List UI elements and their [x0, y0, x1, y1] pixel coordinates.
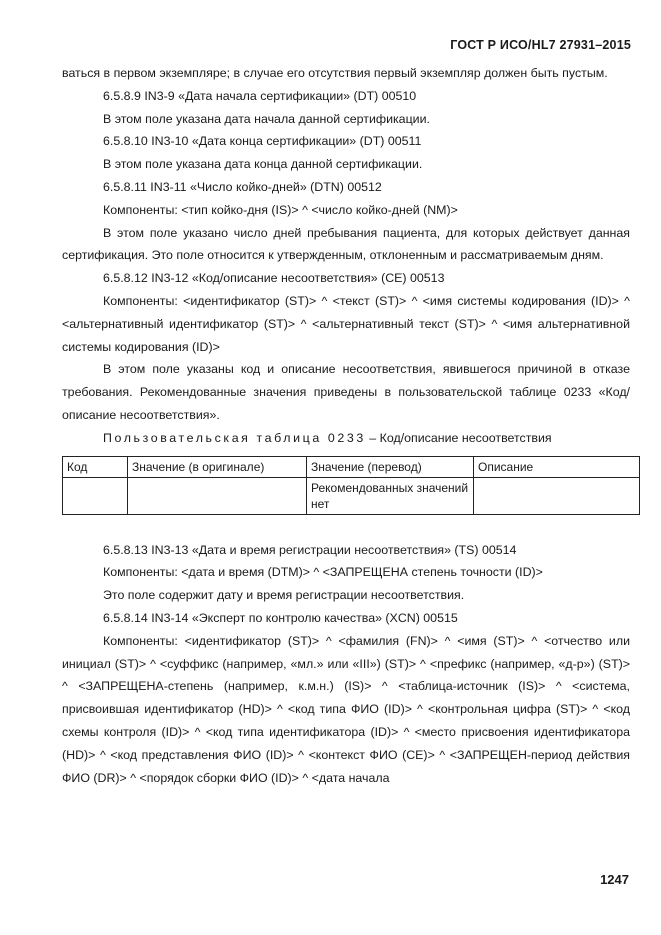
- paragraph-in3-10: В этом поле указана дата конца данной сертификации.: [103, 157, 423, 172]
- section-heading-in3-13: 6.5.8.13 IN3-13 «Дата и время регистрации несоответствия» (TS) 00514: [103, 542, 517, 557]
- table-caption-number: Пользовательская таблица 0233: [103, 430, 366, 445]
- table-row: [63, 477, 640, 514]
- section-heading-in3-11: 6.5.8.11 IN3-11 «Число койко-дней» (DTN) 00512: [103, 179, 382, 194]
- section-heading-in3-12: 6.5.8.12 IN3-12 «Код/описание несоответствия» (CE) 00513: [103, 271, 445, 286]
- section-heading-in3-10: 6.5.8.10 IN3-10 «Дата конца сертификации» (DT) 00511: [103, 134, 422, 149]
- table-cell: [63, 477, 128, 514]
- table-header-row: [63, 456, 640, 477]
- table-cell: [128, 477, 307, 514]
- section-heading-in3-14: 6.5.8.14 IN3-14 «Эксперт по контролю качества» (XCN) 00515: [103, 610, 458, 625]
- document-header: ГОСТ Р ИСО/HL7 27931–2015: [450, 38, 631, 52]
- components-in3-13: Компоненты: <дата и время (DTM)> ^ <ЗАПРЕЩЕНА степень точности (ID)>: [103, 565, 543, 580]
- components-in3-12: Компоненты: <идентификатор (ST)> ^ <текст (ST)> ^ <имя системы кодирования (ID)> ^ <альтернативный идентификатор (ST)> ^ <альтернативный текст (ST)> ^ <имя альтернативной системы кодирования (ID)>: [62, 293, 630, 354]
- table-caption: [62, 427, 630, 450]
- table-cell: [474, 477, 640, 514]
- table-header-cell: Код: [63, 456, 128, 477]
- paragraph-continuation: ваться в первом экземпляре; в случае его отсутствия первый экземпляр должен быть пустым.: [62, 66, 608, 80]
- user-table-0233: [62, 456, 640, 515]
- components-in3-11: Компоненты: <тип койко-дня (IS)> ^ <число койко-дней (NM)>: [103, 202, 458, 217]
- paragraph-in3-13: Это поле содержит дату и время регистрации несоответствия.: [103, 588, 465, 603]
- paragraph-in3-11: В этом поле указано число дней пребывания пациента, для которых действует данная сертификация. Это поле относится к утвержденным, отклоненным и рассматриваемым дням.: [62, 225, 630, 263]
- table-cell: Рекомендованных значений нет: [307, 477, 474, 514]
- table-caption-title: – Код/описание несоответствия: [365, 430, 552, 445]
- section-heading-in3-9: 6.5.8.9 IN3-9 «Дата начала сертификации» (DT) 00510: [103, 88, 417, 103]
- table-header-cell: Описание: [474, 456, 640, 477]
- paragraph-in3-9: В этом поле указана дата начала данной сертификации.: [103, 111, 430, 126]
- document-body: [62, 62, 630, 789]
- table-header-cell: Значение (в оригинале): [128, 456, 307, 477]
- page-number: 1247: [600, 872, 629, 887]
- paragraph-in3-12: В этом поле указаны код и описание несоответствия, явившегося причиной в отказе требования. Рекомендованные значения приведены в пользовательской таблице 0233 «Код/описание несоответствия».: [62, 362, 630, 422]
- components-in3-14: Компоненты: <идентификатор (ST)> ^ <фамилия (FN)> ^ <имя (ST)> ^ <отчество или инициал (ST)> ^ <суффикс (например, «мл.» или «III») (ST)> ^ <префикс (например, «д-р») (ST)> ^ <ЗАПРЕЩЕНА-степень (например, к.м.н.) (IS)> ^ <таблица-источник (IS)> ^ <система, присвоившая идентификатор (HD)> ^ <код типа ФИО (ID)> ^ <контрольная цифра (ST)> ^ <код схемы контроля (ID)> ^ <код типа идентификатора (ID)> ^ <место присвоения идентификатора (HD)> ^ <код представления ФИО (ID)> ^ <контекст ФИО (CE)> ^ <ЗАПРЕЩЕН-период действия ФИО (DR)> ^ <порядок сборки ФИО (ID)> ^ <дата начала: [62, 633, 630, 785]
- table-header-cell: Значение (перевод): [307, 456, 474, 477]
